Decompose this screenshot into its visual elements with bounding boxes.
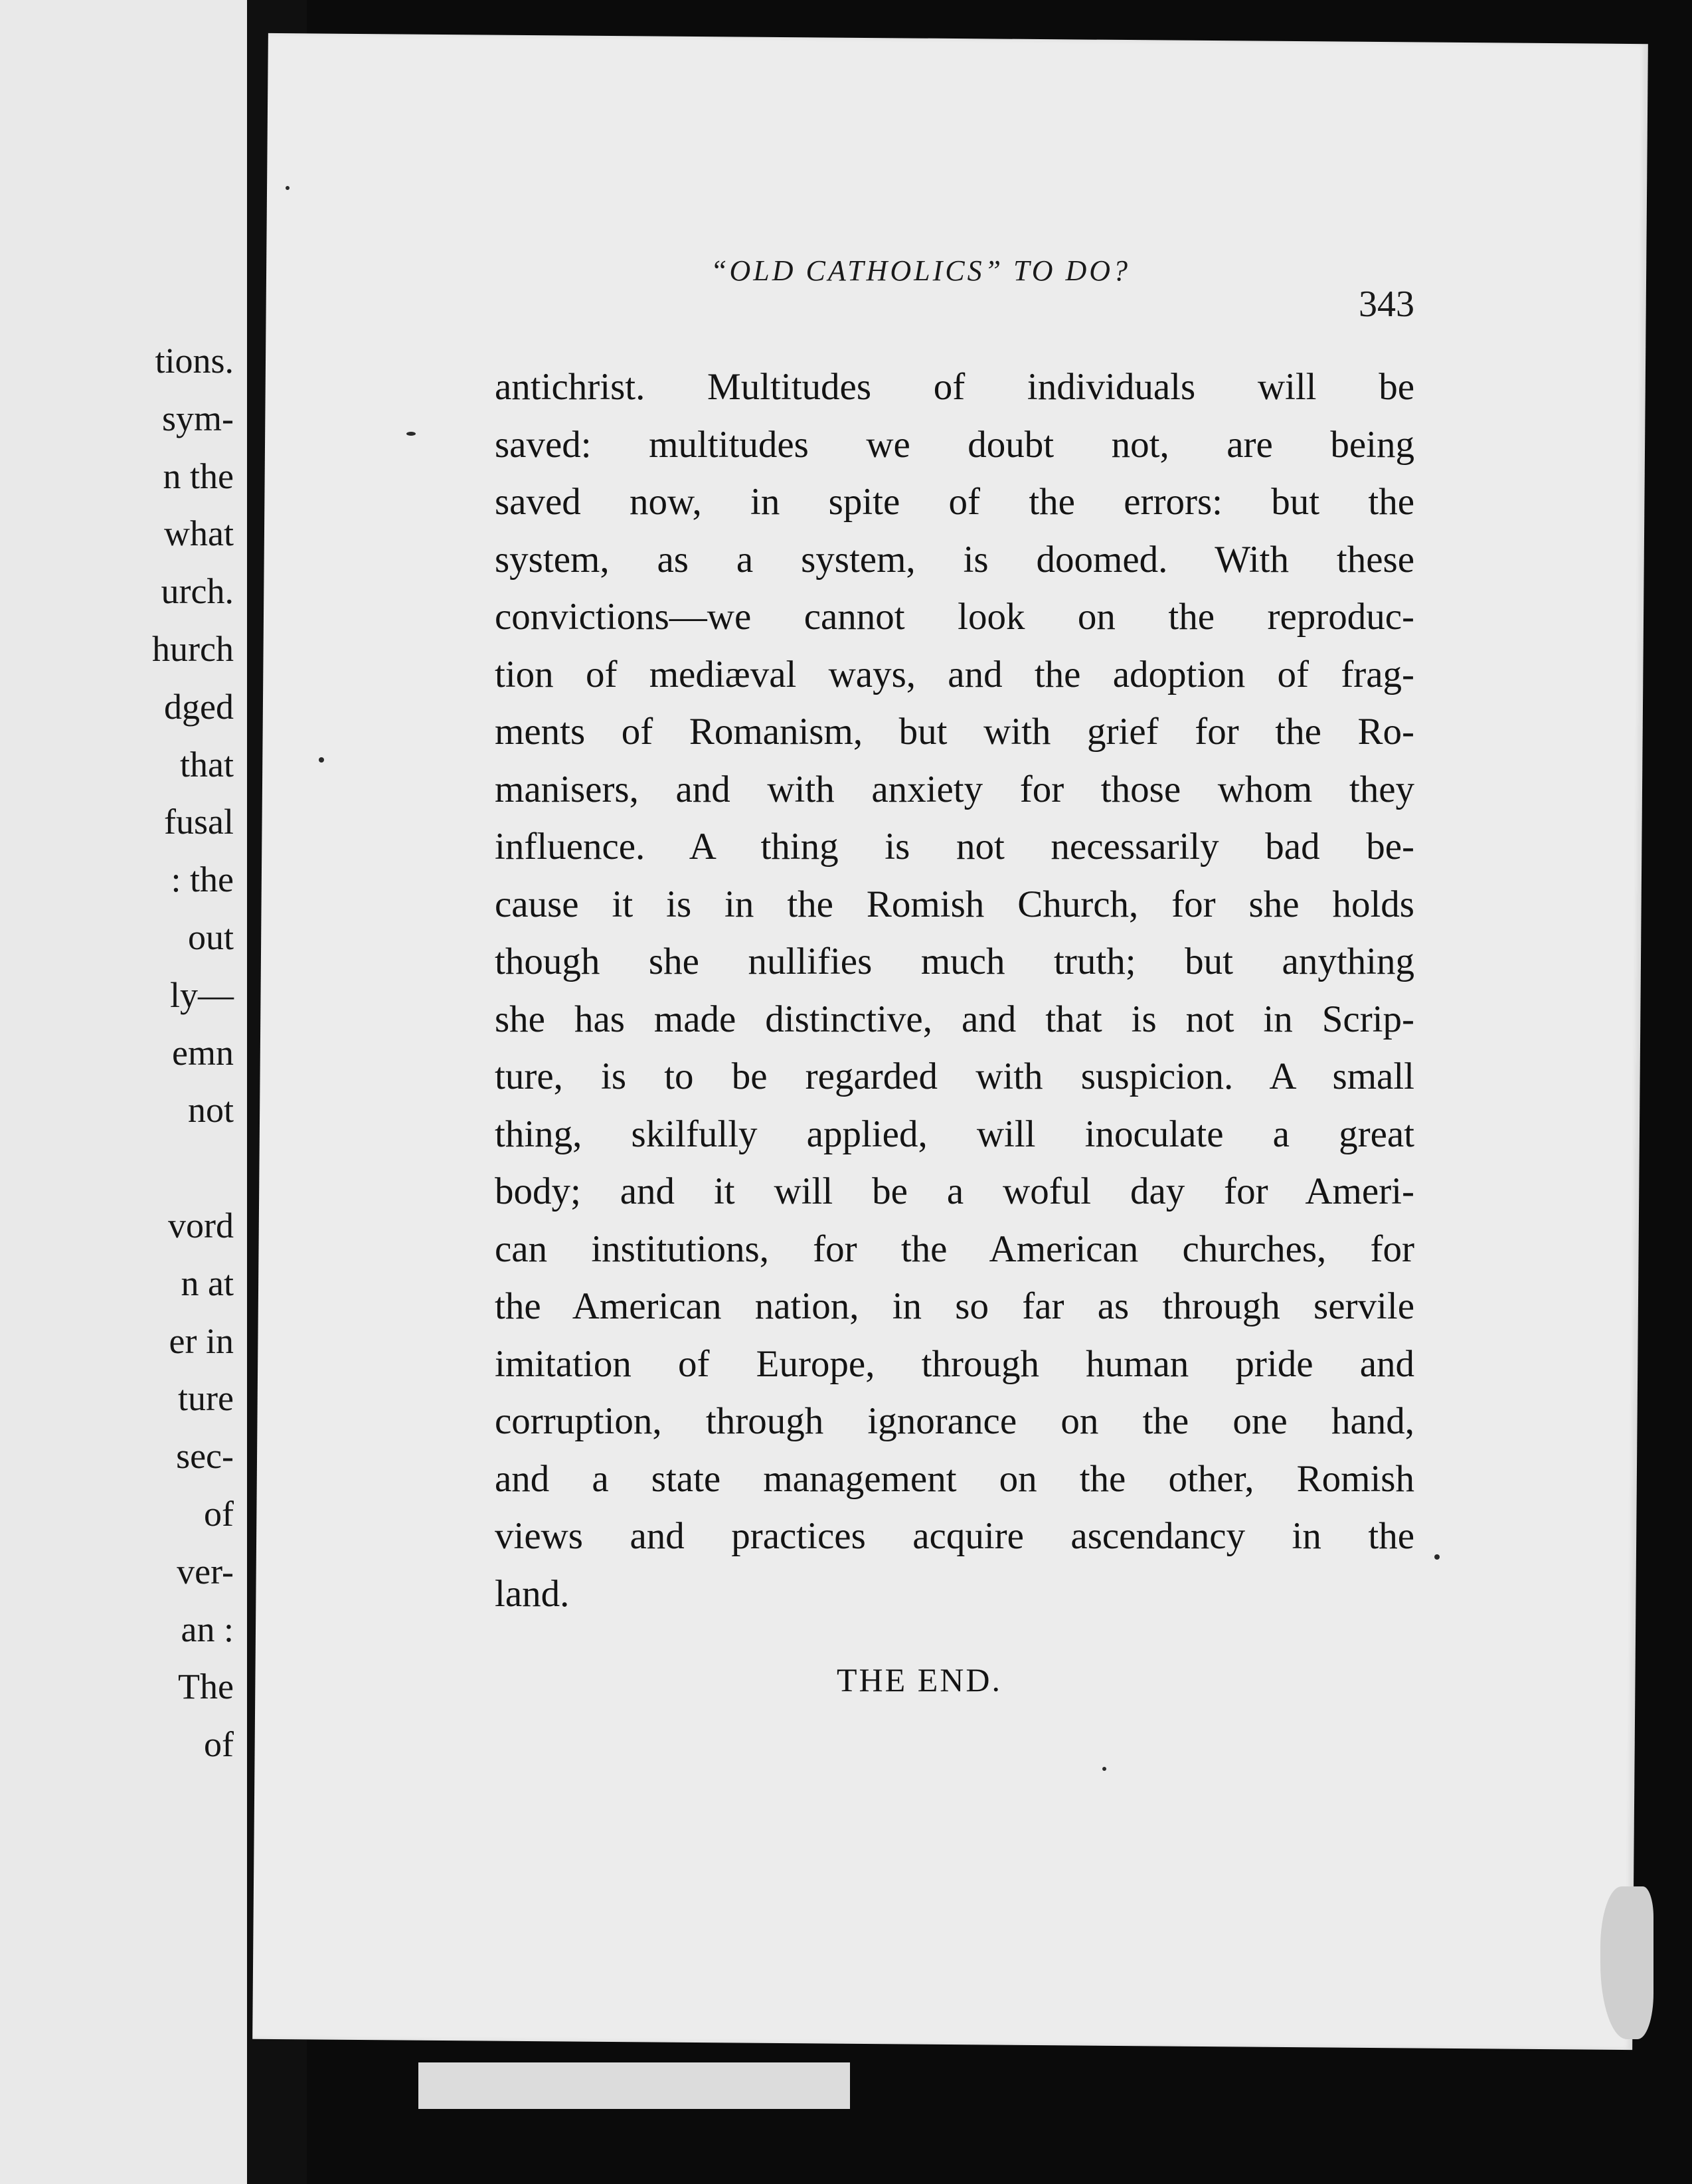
text-line: saved: multitudes we doubt not, are being	[495, 423, 1414, 466]
left-line: sec-	[176, 1436, 234, 1477]
text-line: the American nation, in so far as through servile	[495, 1285, 1414, 1327]
text-line: manisers, and with anxiety for those whom they	[495, 768, 1414, 810]
left-line: what	[164, 513, 234, 554]
body-text	[495, 359, 1414, 1623]
left-line: ture	[178, 1378, 234, 1419]
text-line: thing, skilfully applied, will inoculate a great	[495, 1113, 1414, 1155]
left-line: not	[187, 1090, 234, 1131]
left-line: tions.	[155, 341, 234, 381]
left-line: dged	[164, 686, 234, 727]
text-line: ments of Romanism, but with grief for the Ro-	[495, 711, 1414, 753]
text-line: influence. A thing is not necessarily bad be-	[495, 826, 1414, 867]
left-line: fusal	[164, 802, 234, 842]
left-line: ver-	[177, 1551, 234, 1592]
left-line-gap	[0, 1139, 234, 1197]
the-end-label: THE END.	[837, 1661, 1002, 1698]
left-line: emn	[172, 1032, 234, 1073]
left-line: n the	[163, 456, 234, 496]
running-head: “OLD CATHOLICS” TO DO?	[711, 254, 1131, 287]
page-header	[458, 254, 1414, 327]
text-line: body; and it will be a woful day for Ameri-	[495, 1170, 1414, 1212]
left-line: n at	[181, 1263, 234, 1303]
left-line: hurch	[152, 628, 234, 669]
left-line: an :	[181, 1609, 234, 1649]
text-line: system, as a system, is doomed. With these	[495, 538, 1414, 581]
text-line: imitation of Europe, through human pride and	[495, 1342, 1414, 1385]
left-line: ly—	[169, 974, 234, 1015]
left-line: of	[204, 1724, 234, 1765]
left-page-text-fragments	[0, 332, 234, 1774]
scan-speck	[319, 757, 324, 763]
text-line: convictions—we cannot look on the reproduc-	[495, 596, 1414, 638]
scan-speck	[406, 432, 416, 436]
page-tear-mark	[1600, 1886, 1653, 2039]
left-line: urch.	[161, 571, 234, 612]
text-line: ture, is to be regarded with suspicion. A small	[495, 1055, 1414, 1097]
text-line: and a state management on the other, Romish	[495, 1457, 1414, 1500]
left-line: er in	[169, 1320, 234, 1361]
scan-speck	[286, 186, 290, 190]
text-line: saved now, in spite of the errors: but the	[495, 481, 1414, 523]
text-line: land.	[495, 1572, 570, 1615]
text-line: cause it is in the Romish Church, for she holds	[495, 883, 1414, 925]
left-line: : the	[171, 860, 234, 900]
left-line: of	[204, 1493, 234, 1534]
text-line: antichrist. Multitudes of individuals will be	[495, 366, 1414, 408]
text-line: can institutions, for the American churches, for	[495, 1228, 1414, 1270]
scan-speck	[1434, 1554, 1440, 1560]
text-line: views and practices acquire ascendancy in the	[495, 1515, 1414, 1557]
text-line: she has made distinctive, and that is not in Scrip-	[495, 998, 1414, 1040]
left-line: out	[187, 917, 234, 957]
left-line: The	[178, 1667, 234, 1707]
left-line: vord	[168, 1205, 234, 1245]
scan-speck	[1102, 1767, 1106, 1771]
text-line: tion of mediæval ways, and the adoption of frag-	[495, 653, 1414, 695]
left-line: sym-	[162, 398, 234, 438]
page-number: 343	[1359, 284, 1414, 325]
text-line: corruption, through ignorance on the one hand,	[495, 1400, 1414, 1442]
left-line: that	[180, 744, 234, 784]
left-page-edge	[0, 0, 247, 2184]
text-line: though she nullifies much truth; but anything	[495, 941, 1414, 982]
page-bottom-strip	[418, 2062, 850, 2109]
